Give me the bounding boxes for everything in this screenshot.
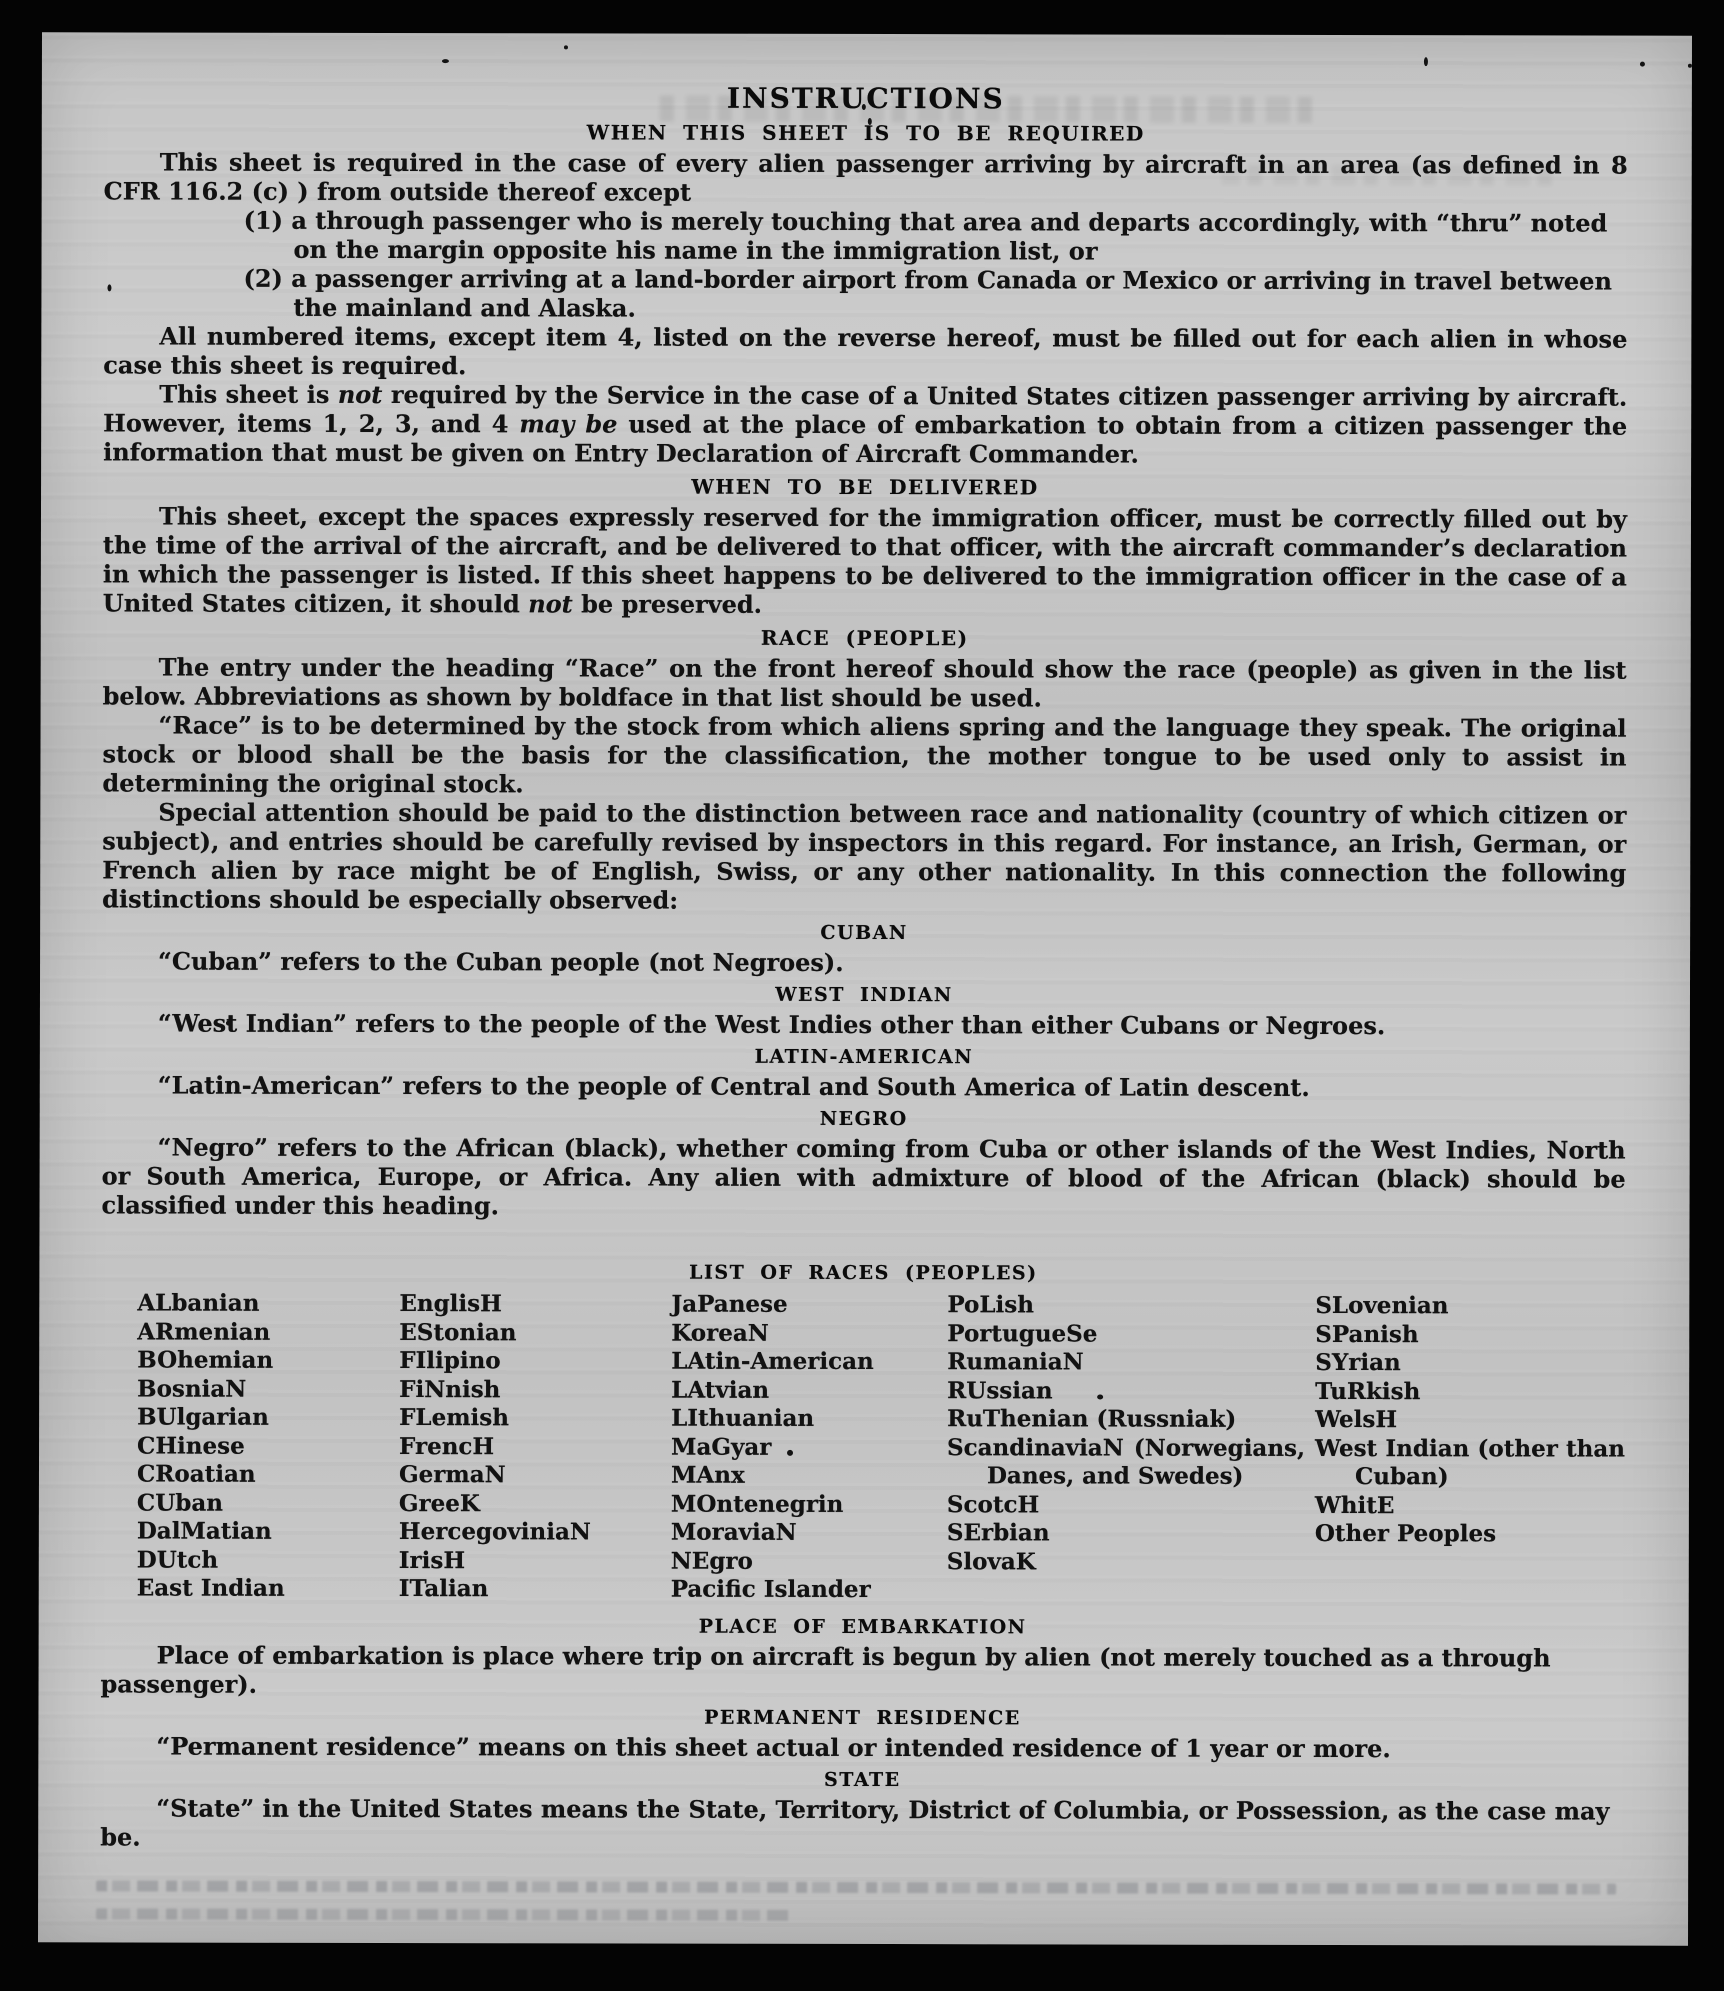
italic-not: not — [337, 379, 383, 409]
paragraph-residence: “Permanent residence” means on this sheet actual or intended residence of 1 year or more. — [156, 1731, 1391, 1763]
ink-speck — [1640, 62, 1645, 67]
race-entry: SYrian — [1315, 1348, 1401, 1377]
paragraph-negro: “Negro” refers to the African (black), whether coming from Cuba or other islands of the West Indies, North or South America, Europe, or Africa. Any alien with admixture of blood of the African (black) should be classified under this heading. — [101, 1132, 1626, 1221]
bold-boldface: boldface — [558, 682, 674, 712]
race-entry: LAtin-American — [671, 1347, 874, 1376]
numbered-item-1: (1) a through passenger who is merely touching that area and departs accordingly, with “thru” noted on the margin opposite his name in the immigration list, or — [243, 205, 1608, 266]
race-entry: KoreaN — [671, 1319, 769, 1347]
illegible-fine-print — [96, 1908, 796, 1920]
race-entry: CRoatian — [136, 1460, 256, 1488]
race-entry: ITalian — [398, 1575, 489, 1603]
race-entry: IrisH — [398, 1546, 466, 1574]
race-entry: PortugueSe — [947, 1319, 1098, 1347]
race-entry: West Indian (other than Cuban) — [1315, 1434, 1626, 1491]
paragraph-all-numbered-items: All numbered items, except item 4, listed on the reverse hereof, must be filled out for each alien in whose case this sheet is required. — [103, 321, 1628, 381]
race-list-column-4 — [947, 1291, 1316, 1605]
section-heading-embarkation: PLACE OF EMBARKATION — [698, 1615, 1027, 1638]
race-entry: EnglisH — [399, 1290, 502, 1318]
race-entry: MoraviaN — [670, 1518, 797, 1546]
race-entry: FiNnish — [399, 1375, 501, 1403]
paragraph-cuban: “Cuban” refers to the Cuban people (not Negroes). — [158, 946, 844, 977]
race-entry: RuThenian (Russniak) — [947, 1405, 1237, 1433]
race-entry: SErbian — [946, 1519, 1050, 1547]
document-title: INSTRUCTIONS — [726, 81, 1005, 116]
section-heading-residence: PERMANENT RESIDENCE — [704, 1706, 1021, 1729]
race-list-column-1 — [137, 1289, 400, 1603]
section-heading-negro: NEGRO — [819, 1107, 908, 1131]
paragraph-delivered: This sheet, except the spaces expressly reserved for the immigration officer, must be correctly filled out by the time of the arrival of the aircraft, and be delivered to that officer, with the aircraft commander’s declaration in which the passenger is listed. If this sheet happens to be delivered to the immigration officer in the case of a United States citizen, it should not be preserved. — [102, 501, 1628, 619]
race-entry: HercegoviniaN — [398, 1518, 591, 1546]
race-entry: JaPanese — [671, 1290, 788, 1318]
race-entry: BUlgarian — [137, 1403, 269, 1431]
numbered-item-2: (2) a passenger arriving at a land-border airport from Canada or Mexico or arriving in travel between the mainland and Alaska. — [243, 263, 1612, 323]
race-entry: FLemish — [399, 1404, 510, 1432]
race-entry: EStonian — [399, 1318, 517, 1346]
race-entry: SLovenian — [1315, 1291, 1449, 1320]
race-entry: ScandinaviaN (Norwegians, Danes, and Swedes) — [947, 1433, 1306, 1490]
race-entry: WelsH — [1315, 1405, 1398, 1434]
race-entry: GreeK — [398, 1489, 480, 1517]
section-heading-cuban: CUBAN — [820, 921, 908, 945]
race-entry: MOntenegrin — [670, 1490, 844, 1518]
race-entry: LAtvian — [671, 1376, 770, 1404]
race-entry: CHinese — [137, 1431, 245, 1460]
race-list-column-2 — [399, 1290, 672, 1604]
race-entry: BosniaN — [137, 1374, 247, 1403]
race-entry: FIlipino — [399, 1347, 501, 1375]
race-list — [137, 1289, 1626, 1606]
paragraph-race-entry: The entry under the heading “Race” on the front hereof should show the race (people) as given in the list below. Abbreviations as shown by boldface in that list should be used. — [102, 652, 1627, 713]
race-entry: DalMatian — [136, 1517, 272, 1545]
race-entry: GermaN — [398, 1461, 506, 1489]
race-entry: SPanish — [1315, 1320, 1419, 1348]
italic-may-be: may be — [519, 409, 618, 439]
paragraph-state: “State” in the United States means the State, Territory, District of Columbia, or Possession, as the case may be. — [100, 1793, 1610, 1851]
race-entry: RumaniaN — [947, 1348, 1084, 1376]
italic-not: not — [528, 589, 573, 619]
paragraph-race-nationality: Special attention should be paid to the distinction between race and nationality (country of which citizen or subject), and entries should be carefully revised by inspectors in this regard. For instance, an Irish, German, or French alien by race might be of English, Swiss, or any other nationality. In this connection the following distinctions should be especially observed: — [102, 797, 1627, 915]
race-entry: ScotcH — [946, 1490, 1040, 1518]
race-entry: LIthuanian — [671, 1404, 815, 1432]
race-list-column-5 — [1315, 1292, 1626, 1606]
race-entry: Other Peoples — [1314, 1519, 1497, 1548]
paragraph-west-indian: “West Indian” refers to the people of the West Indies other than either Cubans or Negroes. — [157, 1008, 1386, 1041]
section-heading-required: WHEN THIS SHEET IS TO BE REQUIRED — [586, 120, 1145, 146]
section-heading-state: STATE — [823, 1768, 901, 1791]
ink-speck — [1688, 64, 1692, 68]
race-entry: DUtch — [136, 1545, 219, 1574]
race-entry: CUban — [136, 1488, 224, 1517]
scanned-paper-sheet — [38, 32, 1692, 1945]
section-heading-race: RACE (PEOPLE) — [760, 625, 969, 651]
race-entry: FrencH — [399, 1432, 495, 1460]
race-entry: East Indian — [136, 1574, 285, 1602]
race-entry: ALbanian — [137, 1289, 260, 1317]
race-entry: MaGyar — [671, 1433, 772, 1461]
ink-speck — [1424, 57, 1428, 66]
section-heading-race-list: LIST OF RACES (PEOPLES) — [689, 1261, 1038, 1285]
document-content — [100, 82, 1628, 1854]
race-entry: WhitE — [1314, 1491, 1395, 1519]
race-entry: Pacific Islander — [670, 1575, 871, 1604]
race-entry: SlovaK — [946, 1547, 1036, 1575]
paragraph-not-required: This sheet is not required by the Service in the case of a United States citizen passenger arriving by aircraft. However, items 1, 2, 3, and 4 may be used at the place of embarkation to obtain from a citizen passenger the information that must be given on Entry Declaration of Aircraft Commander. — [103, 379, 1628, 469]
race-entry: MAnx — [670, 1461, 745, 1489]
race-entry: NEgro — [670, 1547, 753, 1575]
race-entry: ARmenian — [137, 1317, 271, 1346]
race-entry: TuRkish — [1315, 1377, 1421, 1405]
paragraph-embarkation: Place of embarkation is place where trip on aircraft is begun by alien (not merely touched as a through passenger). — [100, 1640, 1551, 1699]
paragraph-latin-american: “Latin-American” refers to the people of Central and South America of Latin descent. — [157, 1070, 1310, 1102]
race-entry: RUssian — [947, 1376, 1053, 1404]
section-heading-latin-american: LATIN-AMERICAN — [754, 1045, 974, 1069]
section-heading-delivered: WHEN TO BE DELIVERED — [691, 474, 1039, 500]
race-entry: BOhemian — [137, 1346, 274, 1374]
paragraph-race-stock: “Race” is to be determined by the stock from which aliens spring and the language they speak. The original stock or blood shall be the basis for the classification, the mother tongue to be used only to assist in determining the original stock. — [102, 710, 1627, 799]
ink-speck — [564, 45, 568, 49]
illegible-fine-print — [96, 1880, 1616, 1894]
section-heading-west-indian: WEST INDIAN — [775, 983, 953, 1007]
ink-speck — [442, 59, 449, 63]
paragraph-required-intro: This sheet is required in the case of every alien passenger arriving by aircraft in an area (as defined in 8 CFR 116.2 (c) ) from outside thereof except — [103, 147, 1628, 207]
race-list-column-3 — [671, 1291, 948, 1605]
race-entry: PoLish — [947, 1291, 1034, 1319]
